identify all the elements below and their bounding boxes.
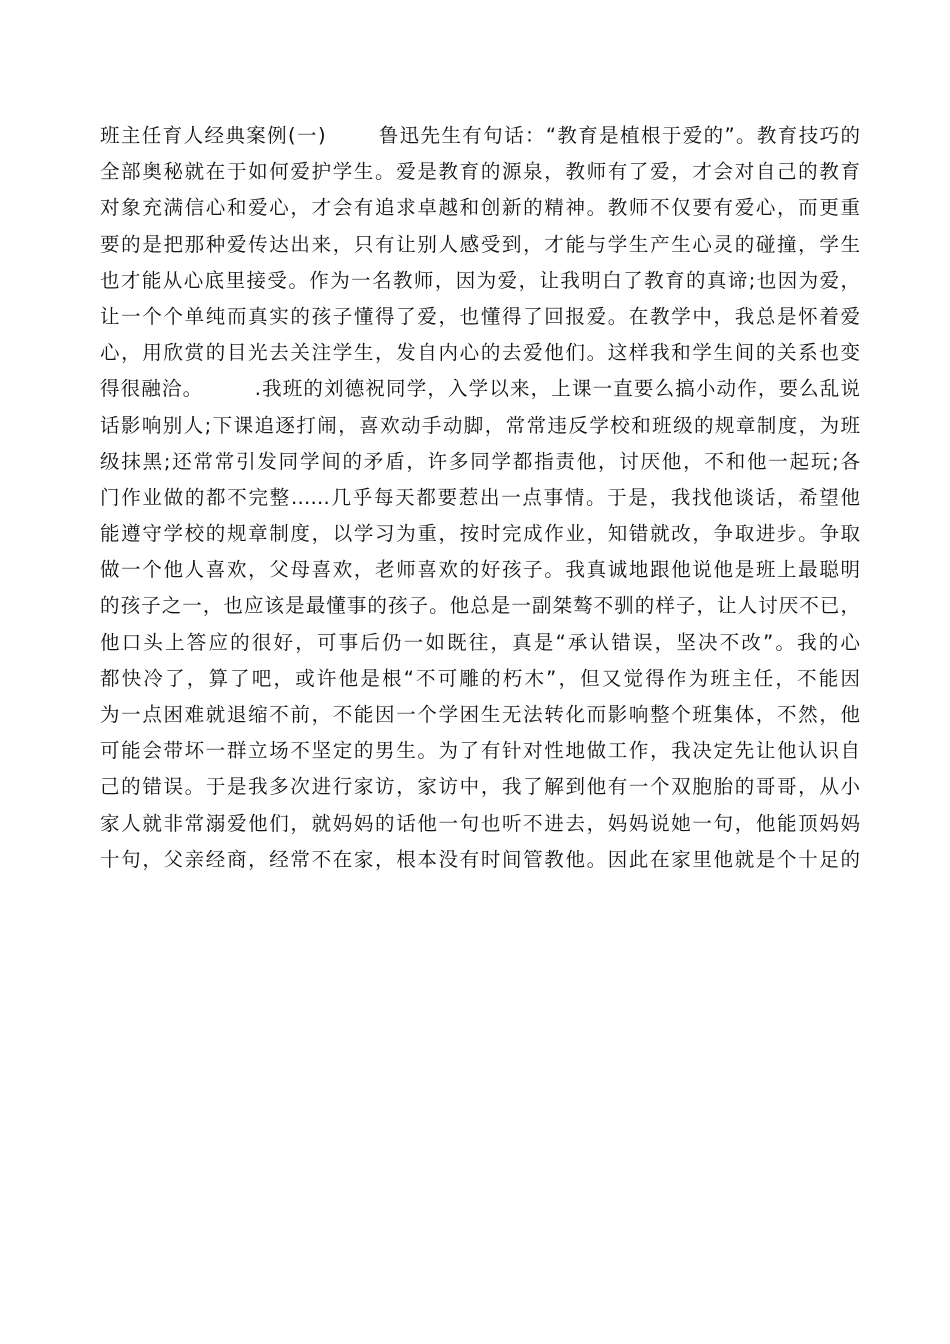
text-line: 的孩子之一，也应该是最懂事的孩子。他总是一副桀骜不驯的样子，让人讨厌不已， (100, 594, 860, 618)
text-line: 得很融洽。 .我班的刘德祝同学，入学以来，上课一直要么搞小动作，要么乱说 (100, 377, 860, 401)
text-line: 全部奥秘就在于如何爱护学生。爱是教育的源泉，教师有了爱，才会对自己的教育 (100, 160, 860, 184)
text-line: 都快冷了，算了吧，或许他是根“不可雕的朽木”，但又觉得作为班主任，不能因 (100, 666, 860, 690)
text-line: 让一个个单纯而真实的孩子懂得了爱，也懂得了回报爱。在教学中，我总是怀着爱 (100, 304, 860, 328)
article-body (100, 118, 860, 878)
text-line: 门作业做的都不完整……几乎每天都要惹出一点事情。于是，我找他谈话，希望他 (100, 485, 860, 509)
text-line: 级抹黑;还常常引发同学间的矛盾，许多同学都指责他，讨厌他，不和他一起玩;各 (100, 449, 860, 473)
text-line: 家人就非常溺爱他们，就妈妈的话他一句也听不进去，妈妈说她一句，他能顶妈妈 (100, 811, 860, 835)
text-line: 要的是把那种爱传达出来，只有让别人感受到，才能与学生产生心灵的碰撞，学生 (100, 232, 860, 256)
text-line: 为一点困难就退缩不前，不能因一个学困生无法转化而影响整个班集体，不然，他 (100, 703, 860, 726)
text-line: 心，用欣赏的目光去关注学生，发自内心的去爱他们。这样我和学生间的关系也变 (100, 341, 860, 365)
text-line: 做一个他人喜欢，父母喜欢，老师喜欢的好孩子。我真诚地跟他说他是班上最聪明 (100, 558, 860, 582)
text-line: 也才能从心底里接受。作为一名教师，因为爱，让我明白了教育的真谛;也因为爱， (100, 268, 860, 292)
text-line: 十句，父亲经商，经常不在家，根本没有时间管教他。因此在家里他就是个十足的 (100, 847, 860, 871)
text-line: 班主任育人经典案例(一) 鲁迅先生有句话：“教育是植根于爱的”。教育技巧的 (100, 124, 860, 147)
text-line: 他口头上答应的很好，可事后仍一如既往，真是“承认错误，坚决不改”。我的心 (100, 630, 860, 654)
text-line: 能遵守学校的规章制度，以学习为重，按时完成作业，知错就改，争取进步。争取 (100, 522, 860, 546)
text-line: 话影响别人;下课追逐打闹，喜欢动手动脚，常常违反学校和班级的规章制度，为班 (100, 413, 860, 437)
text-line: 可能会带坏一群立场不坚定的男生。为了有针对性地做工作，我决定先让他认识自 (100, 739, 860, 763)
text-line: 对象充满信心和爱心，才会有追求卓越和创新的精神。教师不仅要有爱心，而更重 (100, 196, 860, 220)
text-line: 己的错误。于是我多次进行家访，家访中，我了解到他有一个双胞胎的哥哥，从小 (100, 775, 860, 799)
